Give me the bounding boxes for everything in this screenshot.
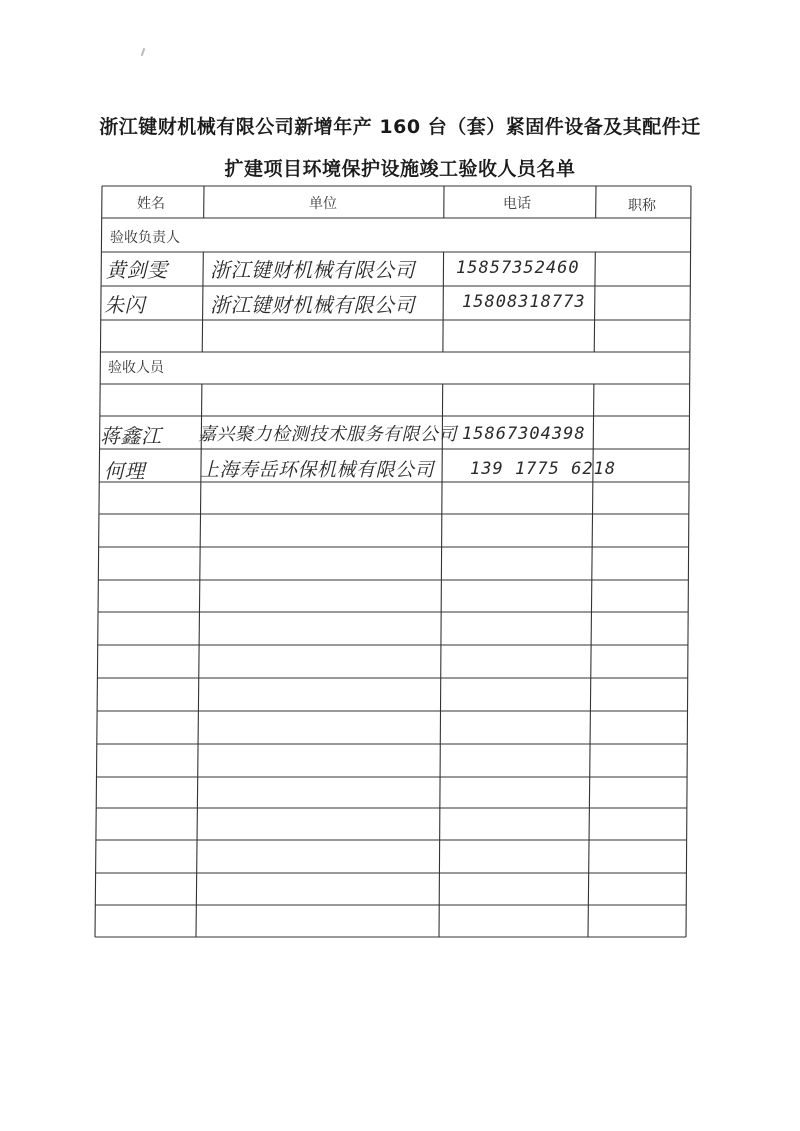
table-column-divider bbox=[594, 252, 595, 352]
document-title-line2: 扩建项目环境保护设施竣工验收人员名单 bbox=[224, 158, 576, 180]
table-right-border bbox=[686, 186, 691, 937]
member-2-phone: 139 1775 6218 bbox=[470, 459, 617, 479]
responsible-1-unit: 浙江键财机械有限公司 bbox=[210, 258, 415, 282]
table-column-divider bbox=[443, 252, 444, 352]
responsible-1-name: 黄剑雯 bbox=[106, 258, 168, 282]
header-unit: 单位 bbox=[309, 196, 337, 212]
responsible-2-unit: 浙江键财机械有限公司 bbox=[210, 293, 415, 317]
member-1-phone: 15867304398 bbox=[462, 424, 586, 444]
table-column-divider bbox=[439, 384, 443, 937]
header-name: 姓名 bbox=[137, 196, 165, 212]
member-1-unit: 嘉兴聚力检测技术服务有限公司 bbox=[198, 424, 457, 445]
table-column-divider bbox=[202, 252, 203, 352]
table-left-border bbox=[95, 186, 102, 937]
section-responsible-label: 验收负责人 bbox=[110, 230, 180, 246]
responsible-1-phone: 15857352460 bbox=[456, 258, 580, 278]
section-members-label: 验收人员 bbox=[108, 360, 164, 376]
responsible-2-phone: 15808318773 bbox=[462, 292, 586, 312]
member-1-name: 蒋鑫江 bbox=[100, 424, 162, 448]
header-title: 职称 bbox=[628, 198, 656, 214]
responsible-2-name: 朱闪 bbox=[104, 293, 145, 317]
document-title-line1: 浙江键财机械有限公司新增年产 160 台（套）紧固件设备及其配件迁 bbox=[99, 116, 701, 138]
member-2-name: 何理 bbox=[104, 459, 145, 483]
header-phone: 电话 bbox=[503, 196, 531, 212]
member-2-unit: 上海寿岳环保机械有限公司 bbox=[200, 459, 435, 481]
